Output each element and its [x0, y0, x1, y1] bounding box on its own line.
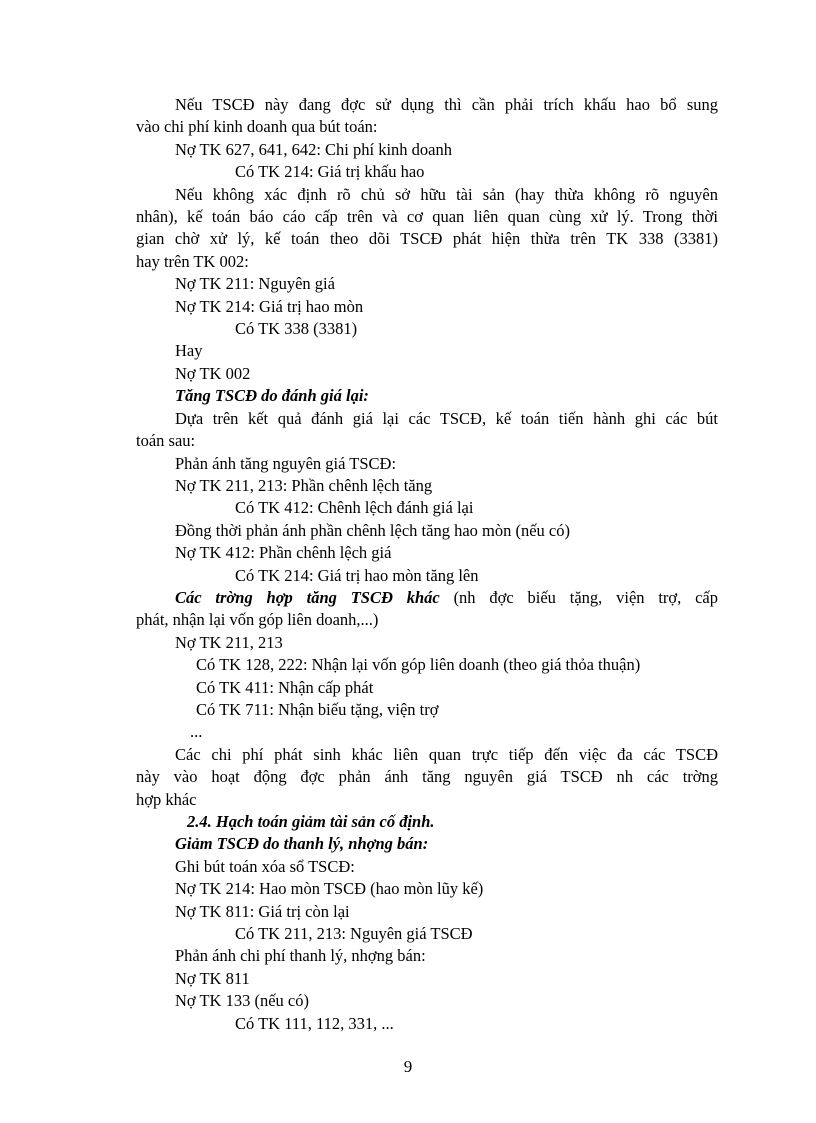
text-line: Phản ánh tăng nguyên giá TSCĐ: — [175, 453, 397, 473]
journal-debit-line: Nợ TK 412: Phần chênh lệch giá — [175, 543, 392, 563]
subsection-heading: 2.4. Hạch toán giảm tài sản cố định. — [187, 812, 435, 831]
section-heading: Tăng TSCĐ do đánh giá lại: — [175, 386, 369, 406]
journal-debit-line: Nợ TK 811: Giá trị còn lại — [175, 901, 350, 921]
journal-debit-line: Nợ TK 211: Nguyên giá — [175, 274, 335, 294]
journal-credit-line: Có TK 211, 213: Nguyên giá TSCĐ — [235, 924, 473, 944]
text-line: Hay — [175, 341, 203, 361]
text-line: Nếu TSCĐ này đang đợc sử dụng thì cần phải trích khấu hao bổ sung — [175, 95, 718, 114]
journal-credit-line: Có TK 338 (3381) — [235, 319, 358, 339]
journal-debit-line: Nợ TK 211, 213 — [175, 632, 283, 652]
journal-debit-line: Nợ TK 214: Giá trị hao mòn — [175, 296, 364, 316]
section-heading: Các trờng hợp tăng TSCĐ khác — [175, 587, 440, 607]
text-line: Nếu không xác định rõ chủ sở hữu tài sản (hay thừa không rõ nguyên — [175, 184, 718, 204]
journal-debit-line: Nợ TK 133 (nếu có) — [175, 991, 309, 1011]
journal-debit-line: Nợ TK 627, 641, 642: Chi phí kinh doanh — [175, 139, 453, 159]
ellipsis-line: ... — [190, 722, 203, 742]
text-line: toán sau: — [136, 431, 196, 451]
text-line: này vào hoạt động đợc phản ánh tăng nguyên giá TSCĐ nh các trờng — [136, 767, 718, 787]
journal-credit-line: Có TK 128, 222: Nhận lại vốn góp liên doanh (theo giá thỏa thuận) — [196, 655, 641, 675]
journal-credit-line: Có TK 412: Chênh lệch đánh giá lại — [235, 498, 474, 518]
journal-credit-line: Có TK 214: Giá trị hao mòn tăng lên — [235, 565, 479, 585]
text-line: Dựa trên kết quả đánh giá lại các TSCĐ, kế toán tiến hành ghi các bút — [175, 408, 718, 428]
text-line: hay trên TK 002: — [136, 251, 249, 271]
page-number: 9 — [403, 1057, 413, 1076]
text-line: nhân), kế toán báo cáo cấp trên và cơ quan liên quan cùng xử lý. Trong thời — [136, 207, 718, 227]
journal-credit-line: Có TK 711: Nhận biếu tặng, viện trợ — [196, 699, 439, 719]
journal-credit-line: Có TK 214: Giá trị khấu hao — [235, 162, 425, 182]
journal-debit-line: Nợ TK 811 — [175, 968, 250, 988]
journal-credit-line: Có TK 411: Nhận cấp phát — [196, 677, 374, 697]
journal-credit-line: Có TK 111, 112, 331, ... — [235, 1013, 394, 1033]
section-heading: Giảm TSCĐ do thanh lý, nhợng bán: — [175, 834, 429, 854]
heading-note: (nh đợc biếu tặng, viện trợ, cấp — [439, 587, 718, 607]
journal-debit-line: Nợ TK 002 — [175, 363, 251, 383]
text-line: Phản ánh chi phí thanh lý, nhợng bán: — [175, 946, 426, 966]
journal-debit-line: Nợ TK 214: Hao mòn TSCĐ (hao mòn lũy kế) — [175, 879, 484, 899]
journal-debit-line: Nợ TK 211, 213: Phần chênh lệch tăng — [175, 475, 433, 495]
text-line: vào chi phí kinh doanh qua bút toán: — [136, 117, 378, 137]
text-line: Đồng thời phản ánh phần chênh lệch tăng hao mòn (nếu có) — [175, 520, 570, 540]
text-line: Ghi bút toán xóa sổ TSCĐ: — [175, 856, 355, 876]
text-line: gian chờ xử lý, kế toán theo dõi TSCĐ phát hiện thừa trên TK 338 (3381) — [136, 229, 718, 249]
text-line: hợp khác — [136, 789, 197, 809]
page-body — [136, 94, 718, 1035]
text-line: phát, nhận lại vốn góp liên doanh,...) — [136, 610, 379, 630]
text-line: Các chi phí phát sinh khác liên quan trực tiếp đến việc đa các TSCĐ — [175, 744, 718, 764]
text-line — [136, 587, 718, 609]
